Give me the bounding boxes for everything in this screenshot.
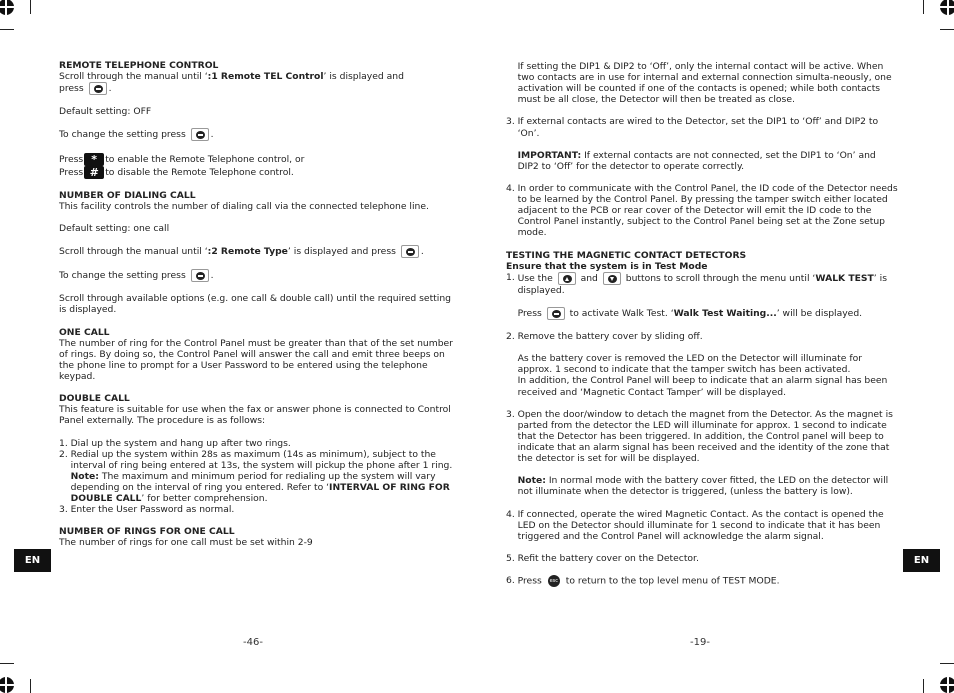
scroll-instruction-2: Scroll through the manual until ‘:2 Remote Type’ is displayed and press . bbox=[59, 246, 424, 258]
one-call-heading: ONE CALL bbox=[59, 326, 110, 338]
walk-test-press: Press to activate Walk Test. ‘Walk Test Waiting...’ will be displayed. bbox=[517, 307, 863, 319]
rings-heading: NUMBER OF RINGS FOR ONE CALL bbox=[59, 526, 235, 538]
default-setting-one-call: Default setting: one call bbox=[59, 222, 170, 234]
remote-telephone-heading: REMOTE TELEPHONE CONTROL bbox=[59, 60, 219, 71]
battery-cover-text: As the battery cover is removed the LED on the Detector will illuminate for approx. 1 second to indicate that the tamper switch has been activated. In addition, the Control Panel will beep to indicate that an alarm signal has been received and ‘Magnetic Contact Tamper’ will be displayed. bbox=[517, 353, 888, 398]
enter-key-icon bbox=[89, 82, 107, 95]
enter-key-icon bbox=[191, 128, 209, 141]
list-item: 6. Press esc to return to the top level menu of TEST MODE. bbox=[506, 575, 780, 587]
enter-key-icon bbox=[191, 269, 209, 282]
right-column bbox=[506, 61, 898, 598]
dip-intro-text: If setting the DIP1 & DIP2 to ‘Off’, only the internal contact will be active. When two contacts are in use for internal and external connection simulta-neously, one activation will be counted if one of the contacts is opened; while both contacts must be all close, the Detector will then be treated as close. bbox=[517, 61, 892, 106]
dialing-call-text: This facility controls the number of dialing call via the connected telephone line. bbox=[59, 200, 429, 212]
list-item: 2. Redial up the system within 28s as maximum (14s as minimum), subject to the interval of ring being entered at 13s, the system will pickup the phone after 1 ring. Note: The maximum and minimum period for redialing up the system will vary depending on the interval of ring you entered. Refer to ‘INTERVAL OF RING FOR DOUBLE CALL’ for better comprehension. bbox=[59, 448, 453, 504]
change-setting-1: To change the setting press . bbox=[59, 129, 214, 141]
important-note: IMPORTANT: If external contacts are not connected, set the DIP1 to ‘On’ and DIP2 to ‘Off’ for the detector to operate correctly. bbox=[517, 149, 876, 172]
double-call-text: This feature is suitable for use when the fax or answer phone is connected to Control Panel externally. The procedure is as follows: bbox=[59, 404, 451, 427]
double-call-heading: DOUBLE CALL bbox=[59, 393, 130, 405]
left-column bbox=[59, 60, 454, 560]
testing-subheading: Ensure that the system is in Test Mode bbox=[506, 260, 708, 272]
list-item: 5. Refit the battery cover on the Detector. bbox=[506, 552, 699, 564]
list-item: 1. Dial up the system and hang up after two rings. bbox=[59, 437, 291, 449]
language-tab-en: EN bbox=[14, 549, 51, 572]
hash-key-icon: # bbox=[84, 166, 104, 179]
enter-key-icon bbox=[547, 307, 565, 320]
esc-key-icon: esc bbox=[548, 575, 560, 587]
page-number: -46- bbox=[243, 637, 263, 648]
change-setting-2: To change the setting press . bbox=[59, 270, 214, 282]
enable-disable-instruction: Press * to enable the Remote Telephone control, or Press # to disable the Remote Telephone control. bbox=[59, 152, 305, 179]
dialing-call-heading: NUMBER OF DIALING CALL bbox=[59, 189, 196, 201]
default-setting-off: Default setting: OFF bbox=[59, 106, 152, 118]
list-item: 3. Open the door/window to detach the magnet from the Detector. As the magnet is parted from the detector the LED will illuminate for approx. 1 second to indicate that the Detector has been triggered. In addition, the Control panel will beep to indicate that an alarm signal has been received and the identity of the zone that the detector is set for will be displayed. bbox=[506, 408, 893, 465]
scroll-options-text: Scroll through available options (e.g. one call & double call) until the required setting is displayed. bbox=[59, 293, 451, 316]
list-item: 3. Enter the User Password as normal. bbox=[59, 504, 235, 516]
list-item: 3. If external contacts are wired to the Detector, set the DIP1 to ‘Off’ and DIP2 to ‘On’. bbox=[506, 116, 879, 139]
enter-key-icon bbox=[401, 245, 419, 258]
list-item: 4. In order to communicate with the Control Panel, the ID code of the Detector needs to be learned by the Control Panel. By pressing the tamper switch either located adjacent to the PCB or rear cover of the Detector will emit the ID code to the Control Panel instantly, subject to the Control Panel being set at the Zone setup mode. bbox=[506, 183, 898, 239]
up-arrow-key-icon bbox=[558, 272, 576, 285]
list-item: 1. Use the and buttons to scroll through the menu until ‘WALK TEST’ is displayed. bbox=[506, 271, 887, 296]
scroll-instruction-1: Scroll through the manual until ‘:1 Remote TEL Control’ is displayed and press . bbox=[59, 71, 404, 95]
list-item: 2. Remove the battery cover by sliding off. bbox=[506, 331, 703, 343]
right-page bbox=[477, 0, 954, 693]
down-arrow-key-icon bbox=[603, 272, 621, 285]
double-call-steps bbox=[59, 438, 454, 516]
page-number: -19- bbox=[690, 637, 710, 648]
star-key-icon: * bbox=[84, 153, 104, 166]
list-item: 4. If connected, operate the wired Magnetic Contact. As the contact is opened the LED on the Detector should illuminate for 1 second to indicate that it has been triggered and the Control Panel will acknowledge the alarm signal. bbox=[506, 508, 884, 542]
rings-text: The number of rings for one call must be set within 2-9 bbox=[59, 537, 313, 549]
normal-mode-note: Note: In normal mode with the battery cover fitted, the LED on the detector will not illuminate when the detector is triggered, (unless the battery is low). bbox=[517, 475, 889, 498]
one-call-text: The number of ring for the Control Panel must be greater than that of the set number of rings. By doing so, the Control Panel will answer the call and emit three beeps on the phone line to prompt for a User Password to be entered using the telephone keypad. bbox=[59, 337, 453, 382]
language-tab-en: EN bbox=[903, 549, 940, 572]
testing-heading: TESTING THE MAGNETIC CONTACT DETECTORS bbox=[506, 249, 747, 261]
